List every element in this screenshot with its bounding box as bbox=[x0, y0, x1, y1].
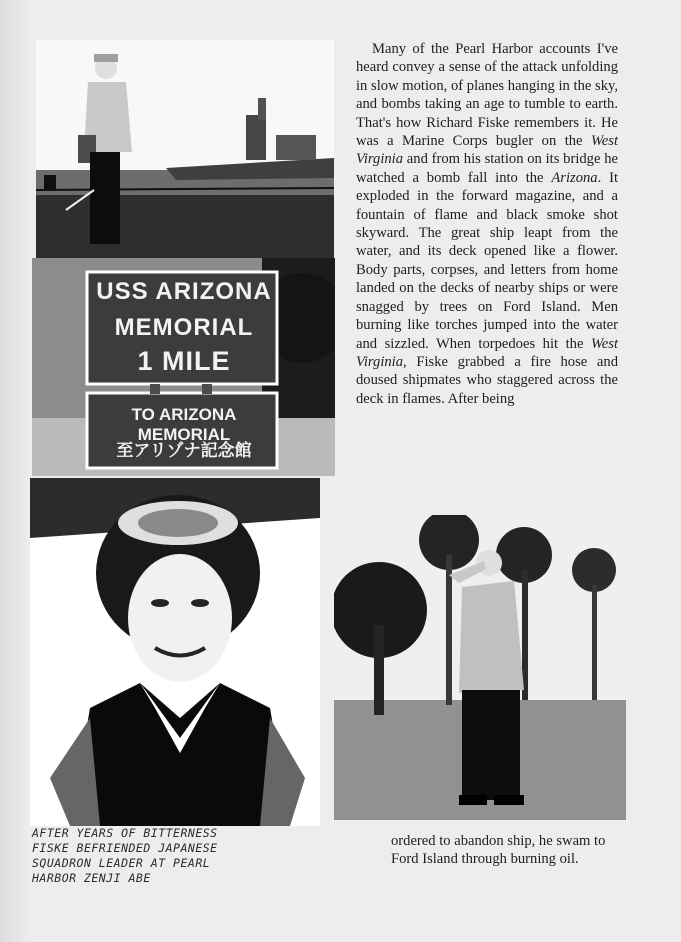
article-text-segment: Many of the Pearl Harbor accounts I've heard convey a sense of the attack unfolding in slow motion, of planes hanging in the sky, and bombs taking an age to tumble to earth. That's how Richard Fiske remembers it. He was a Marine Corps bugler on the bbox=[356, 41, 618, 150]
caption-line: HARBOR ZENJI ABE bbox=[32, 871, 151, 885]
article-ship-name: West Virginia bbox=[356, 133, 618, 168]
sign-line-japanese: 至アリゾナ記念館 bbox=[116, 441, 252, 460]
sign-line-distance: 1 MILE bbox=[137, 346, 231, 376]
article-text-segment: . It exploded in the forward magazine, and a fountain of flame and black smoke shot skyward. The great ship leapt from the water, and its deck opened like a flower. Body parts, corpses, and letters from home landed on the decks of nearby ships or were snagged by trees on Ford Island. Men burning like torches jumped into the water and sizzled. When torpedoes hit the bbox=[356, 169, 618, 352]
article-ship-name: West Virginia bbox=[356, 335, 618, 370]
sign-line-direction: TO ARIZONA MEMORIAL bbox=[131, 405, 237, 444]
sign-line-ship-name: USS ARIZONA bbox=[96, 278, 272, 305]
handwritten-caption bbox=[32, 826, 322, 886]
page-binding-edge bbox=[0, 0, 28, 942]
caption-line: AFTER YEARS OF BITTERNESS bbox=[32, 826, 218, 840]
article-body bbox=[356, 40, 618, 408]
article-ship-name: Arizona bbox=[551, 169, 598, 186]
photo-arizona-memorial-sign bbox=[32, 258, 335, 476]
sign-line-memorial: MEMORIAL bbox=[114, 314, 254, 341]
photo-fiske-with-battleship bbox=[36, 40, 334, 260]
caption-line: FISKE BEFRIENDED JAPANESE bbox=[32, 841, 218, 855]
article-text-segment: and from his station on its bridge he watched a bomb fall into the bbox=[356, 151, 618, 186]
photo-zenji-abe-pilot bbox=[30, 478, 320, 826]
caption-line: SQUADRON LEADER AT PEARL bbox=[32, 856, 211, 870]
photo-fiske-saluting bbox=[334, 515, 626, 820]
article-text-segment: , Fiske grabbed a fire hose and doused shipmates who staggered across the deck in flames. After being bbox=[356, 353, 618, 407]
article-continuation: ordered to abandon ship, he swam to Ford Island through burning oil. bbox=[391, 833, 606, 868]
